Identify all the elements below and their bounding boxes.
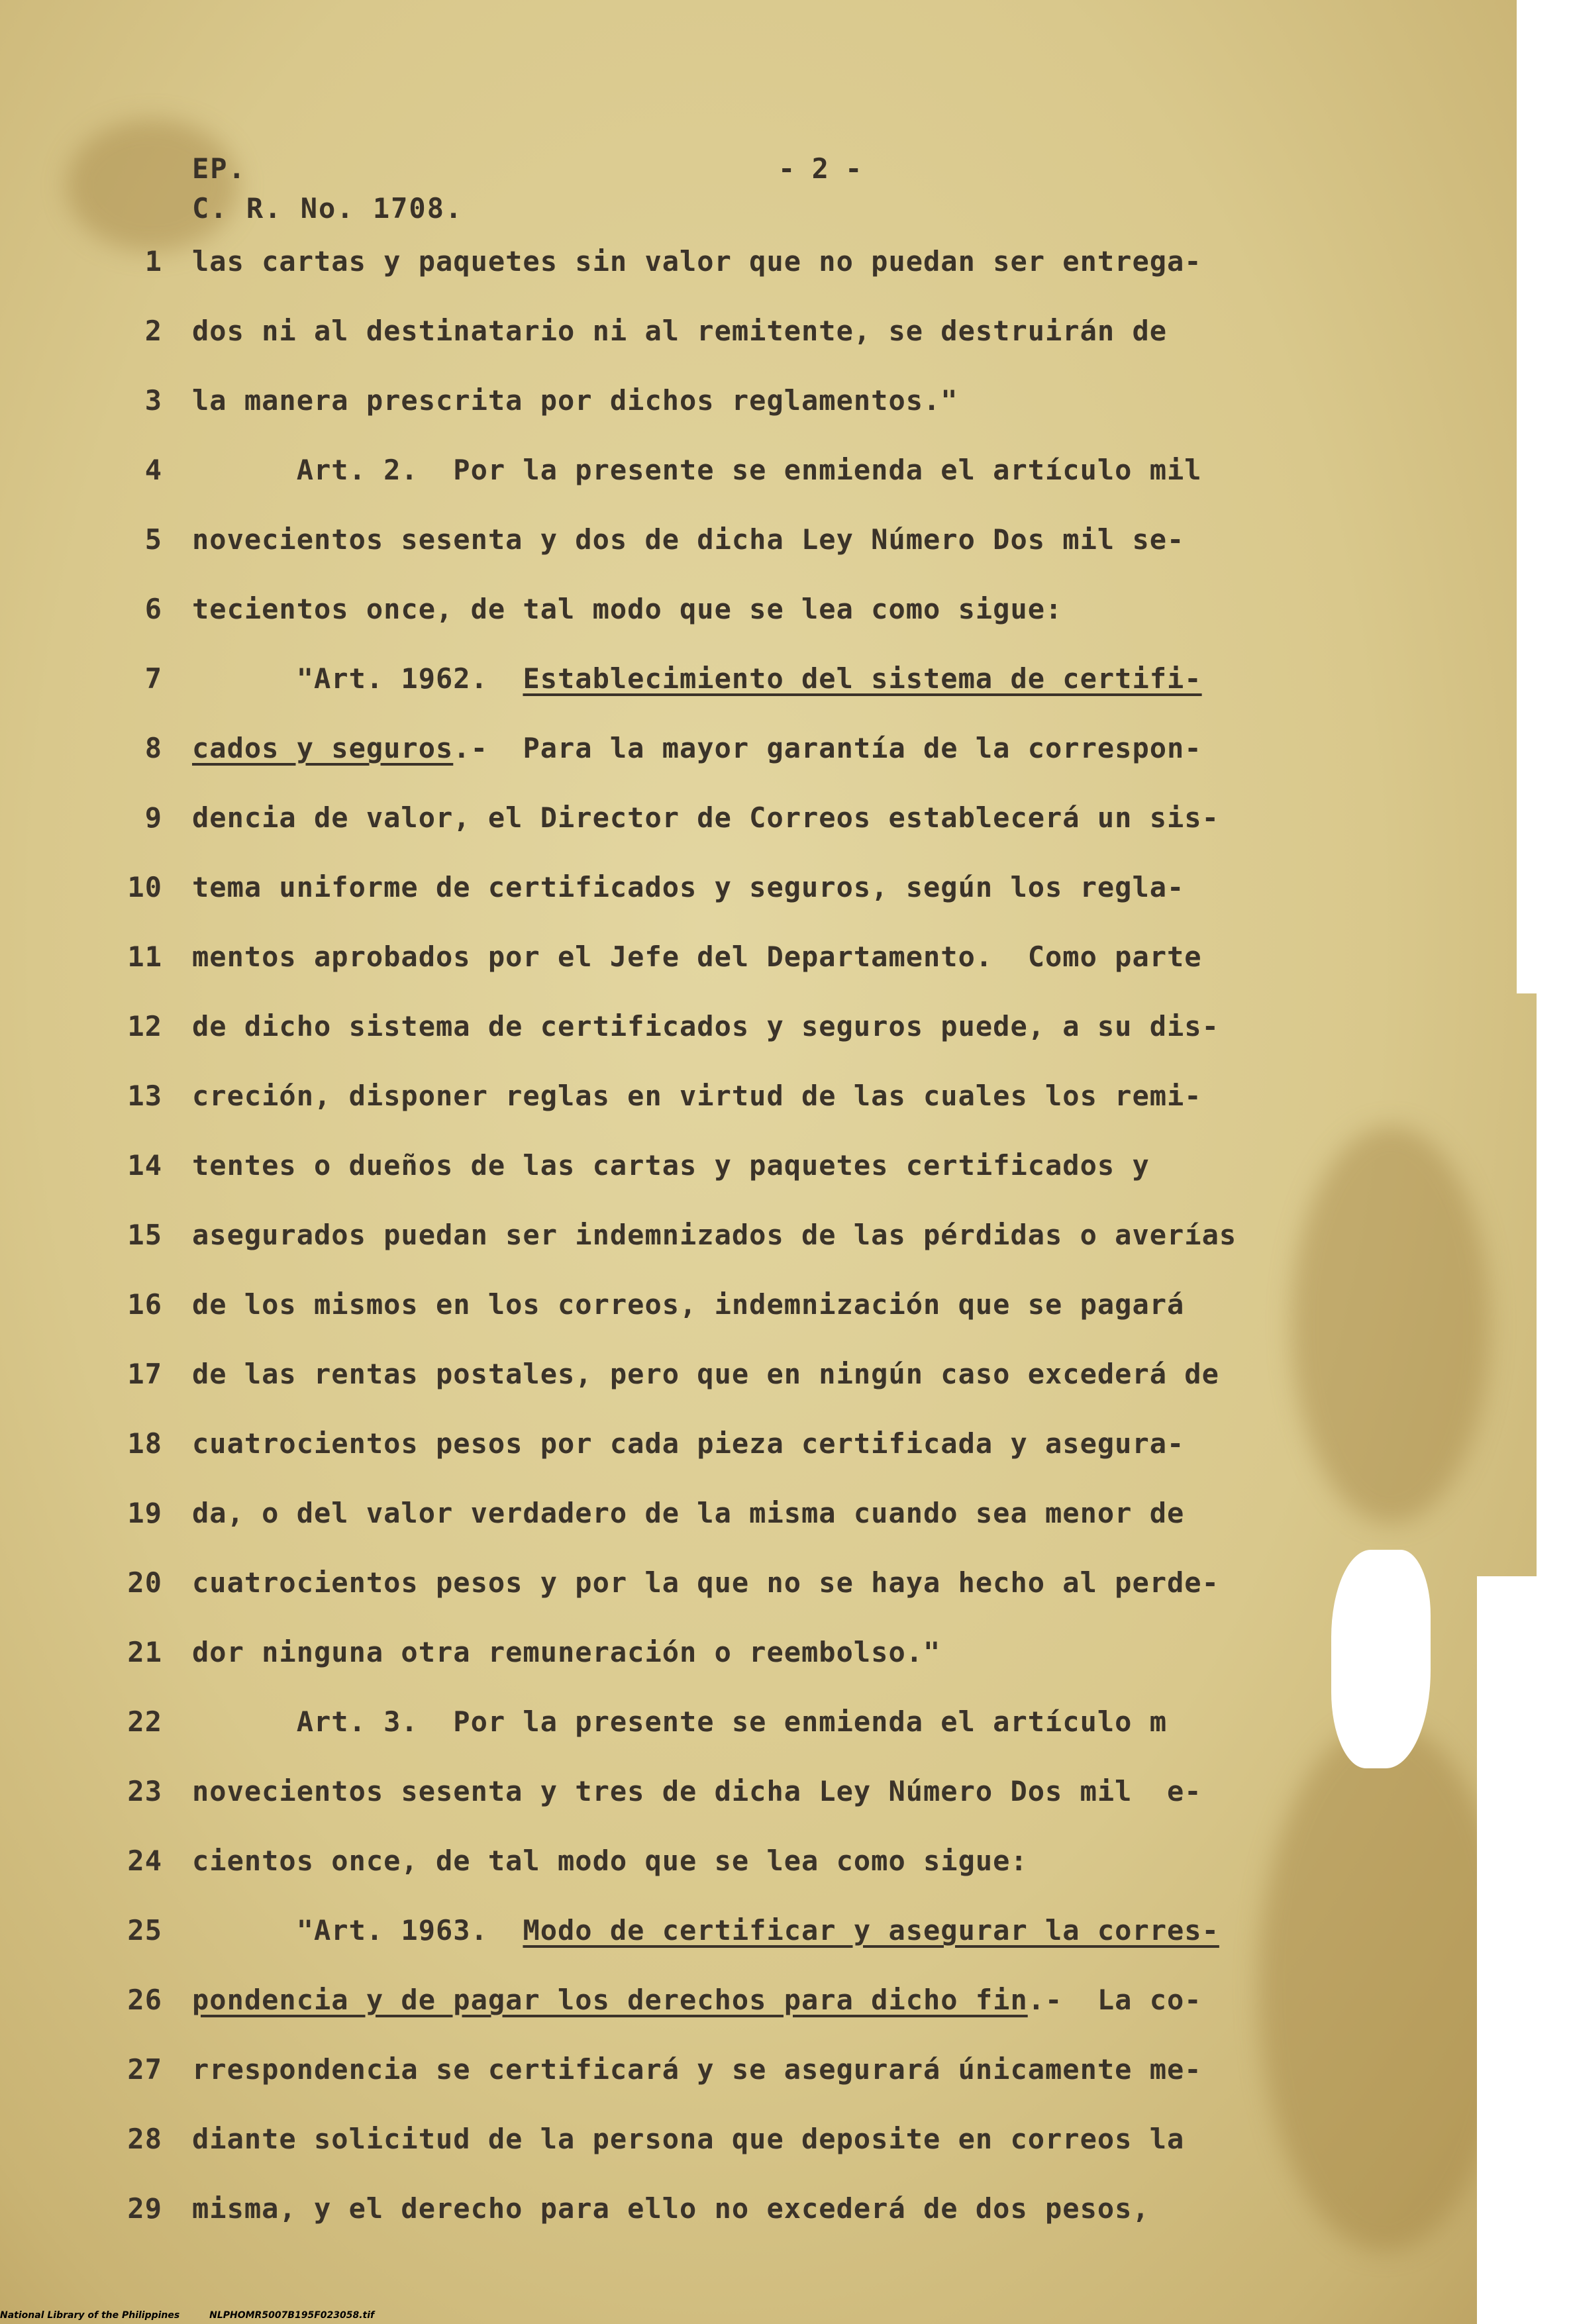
text-line (99, 245, 1417, 315)
line-number: 3 (144, 384, 162, 417)
line-number: 18 (127, 1427, 162, 1460)
line-text: tecientos once, de tal modo que se lea como sigue: (192, 593, 1063, 625)
line-text: mentos aprobados por el Jefe del Departamento. Como parte (192, 940, 1202, 973)
line-text: de los mismos en los correos, indemnización que se pagará (192, 1288, 1185, 1321)
line-number: 2 (144, 315, 162, 347)
line-text: novecientos sesenta y tres de dicha Ley Número Dos mil e- (192, 1775, 1202, 1807)
line-text (192, 732, 1202, 764)
text-line (99, 1427, 1417, 1497)
text-line (99, 1358, 1417, 1427)
text-line (99, 523, 1417, 593)
text-line (99, 940, 1417, 1010)
text-line (99, 1984, 1417, 2053)
line-text: dencia de valor, el Director de Correos establecerá un sis- (192, 801, 1219, 834)
line-number: 9 (144, 801, 162, 834)
text-line (99, 384, 1417, 454)
line-text: asegurados puedan ser indemnizados de las pérdidas o averías (192, 1219, 1237, 1251)
line-text (192, 1914, 1219, 1946)
line-text-tail: .- Para la mayor garantía de la correspon- (453, 732, 1202, 764)
line-text: da, o del valor verdadero de la misma cuando sea menor de (192, 1497, 1185, 1529)
line-number: 12 (127, 1010, 162, 1042)
body-text (99, 245, 1417, 2262)
line-number: 15 (127, 1219, 162, 1251)
line-number: 11 (127, 940, 162, 973)
text-line (99, 1010, 1417, 1080)
bill-number: C. R. No. 1708. (192, 192, 464, 225)
line-text-tail: .- La co- (1027, 1984, 1202, 2016)
line-number: 6 (144, 593, 162, 625)
file-id: NLPHOMR5007B195F023058.tif (209, 2310, 375, 2321)
text-line (99, 315, 1417, 384)
text-line (99, 871, 1417, 940)
line-number: 17 (127, 1358, 162, 1390)
text-line (99, 732, 1417, 801)
initials: EP. (192, 152, 246, 185)
page-number: - 2 - (778, 152, 862, 185)
line-text (192, 1984, 1202, 2016)
line-text: dor ninguna otra remuneración o reembolso." (192, 1636, 941, 1668)
line-text: rrespondencia se certificará y se asegurará únicamente me- (192, 2053, 1202, 2086)
footer (0, 2310, 401, 2321)
line-number: 4 (144, 454, 162, 486)
text-line (99, 1497, 1417, 1566)
line-number: 23 (127, 1775, 162, 1807)
line-number: 27 (127, 2053, 162, 2086)
text-line (99, 1636, 1417, 1705)
text-line (99, 593, 1417, 662)
torn-edge (1517, 0, 1571, 993)
document-header (192, 149, 463, 228)
text-line (99, 1844, 1417, 1914)
text-line (99, 454, 1417, 523)
line-number: 13 (127, 1080, 162, 1112)
text-line (99, 1566, 1417, 1636)
line-number: 28 (127, 2123, 162, 2155)
line-text: misma, y el derecho para ello no excederá de dos pesos, (192, 2192, 1150, 2225)
text-line (99, 1775, 1417, 1844)
line-text (192, 662, 1202, 695)
text-line (99, 1149, 1417, 1219)
line-text: novecientos sesenta y dos de dicha Ley Número Dos mil se- (192, 523, 1185, 556)
line-number: 25 (127, 1914, 162, 1946)
line-text: diante solicitud de la persona que deposite en correos la (192, 2123, 1185, 2155)
line-number: 14 (127, 1149, 162, 1182)
line-number: 10 (127, 871, 162, 903)
text-line (99, 1914, 1417, 1984)
underlined-heading: Establecimiento del sistema de certifi- (523, 662, 1202, 695)
line-text: cientos once, de tal modo que se lea como sigue: (192, 1844, 1028, 1877)
line-number: 26 (127, 1984, 162, 2016)
text-line (99, 2123, 1417, 2192)
underlined-heading: pondencia y de pagar los derechos para dicho fin (192, 1984, 1028, 2016)
text-line (99, 1705, 1417, 1775)
line-number: 5 (144, 523, 162, 556)
text-line (99, 1219, 1417, 1288)
line-text: cuatrocientos pesos y por la que no se haya hecho al perde- (192, 1566, 1219, 1599)
line-text: de las rentas postales, pero que en ningún caso excederá de (192, 1358, 1219, 1390)
line-number: 24 (127, 1844, 162, 1877)
underlined-heading: cados y seguros (192, 732, 454, 764)
line-text: tentes o dueños de las cartas y paquetes certificados y (192, 1149, 1150, 1182)
line-text-lead: "Art. 1963. (192, 1914, 523, 1946)
line-text: dos ni al destinatario ni al remitente, se destruirán de (192, 315, 1168, 347)
line-number: 1 (144, 245, 162, 278)
underlined-heading: Modo de certificar y asegurar la corres- (523, 1914, 1219, 1946)
text-line (99, 2053, 1417, 2123)
library-credit: National Library of the Philippines (0, 2310, 180, 2321)
line-text: Art. 2. Por la presente se enmienda el artículo mil (192, 454, 1202, 486)
line-number: 29 (127, 2192, 162, 2225)
line-number: 22 (127, 1705, 162, 1738)
line-number: 20 (127, 1566, 162, 1599)
line-text: creción, disponer reglas en virtud de las cuales los remi- (192, 1080, 1202, 1112)
text-line (99, 801, 1417, 871)
line-number: 21 (127, 1636, 162, 1668)
text-line (99, 662, 1417, 732)
torn-hole (1477, 1576, 1571, 2324)
line-text-lead: "Art. 1962. (192, 662, 523, 695)
text-line (99, 1288, 1417, 1358)
line-text: cuatrocientos pesos por cada pieza certificada y asegura- (192, 1427, 1185, 1460)
line-text: Art. 3. Por la presente se enmienda el artículo m (192, 1705, 1168, 1738)
line-text: de dicho sistema de certificados y seguros puede, a su dis- (192, 1010, 1219, 1042)
line-number: 19 (127, 1497, 162, 1529)
line-number: 8 (144, 732, 162, 764)
line-number: 16 (127, 1288, 162, 1321)
line-text: tema uniforme de certificados y seguros, según los regla- (192, 871, 1185, 903)
line-text: las cartas y paquetes sin valor que no puedan ser entrega- (192, 245, 1202, 278)
text-line (99, 2192, 1417, 2262)
text-line (99, 1080, 1417, 1149)
line-number: 7 (144, 662, 162, 695)
line-text: la manera prescrita por dichos reglamentos." (192, 384, 958, 417)
